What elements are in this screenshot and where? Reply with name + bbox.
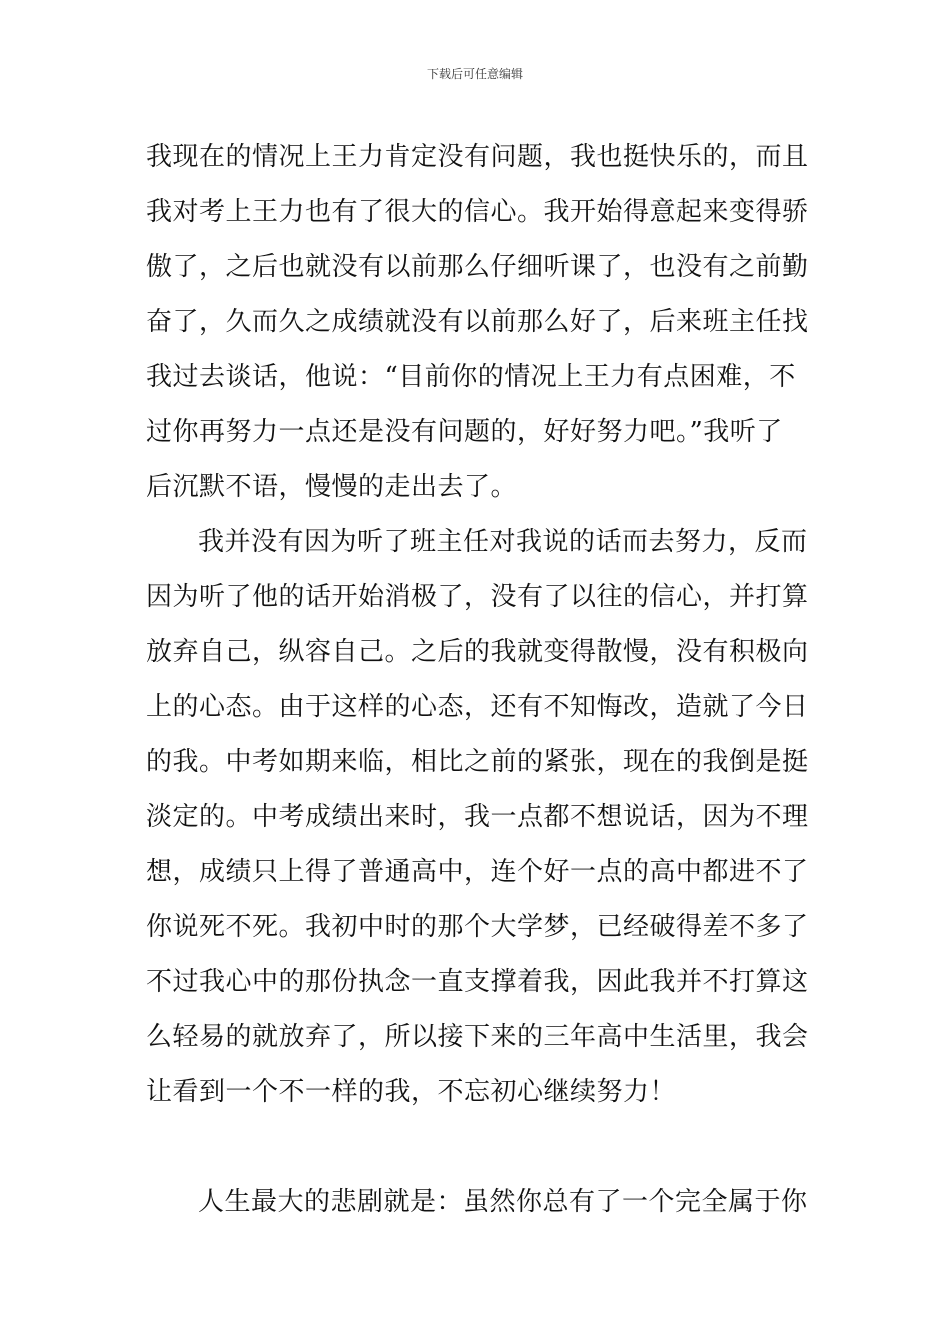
text-line: 的我。中考如期来临，相比之前的紧张，现在的我倒是挺 xyxy=(146,747,809,777)
text-line: 上的心态。由于这样的心态，还有不知悔改，造就了今日 xyxy=(146,692,809,722)
text-line: 么轻易的就放弃了，所以接下来的三年高中生活里，我会 xyxy=(146,1022,809,1052)
text-line: 想，成绩只上得了普通高中，连个好一点的高中都进不了 xyxy=(146,857,809,887)
paragraph-2 xyxy=(146,515,811,1175)
text-line: 我并没有因为听了班主任对我说的话而去努力，反而 xyxy=(198,527,808,557)
paragraph-3 xyxy=(146,1175,811,1230)
text-line xyxy=(146,1120,811,1175)
paragraph-1 xyxy=(146,130,811,515)
text-line: 因为听了他的话开始消极了，没有了以往的信心，并打算 xyxy=(146,582,809,612)
text-line: 我过去谈话，他说：“目前你的情况上王力有点困难，不 xyxy=(146,362,796,392)
text-line: 过你再努力一点还是没有问题的，好好努力吧。”我听了 xyxy=(146,417,783,447)
text-line: 淡定的。中考成绩出来时，我一点都不想说话，因为不理 xyxy=(146,802,809,832)
text-line: 奋了，久而久之成绩就没有以前那么好了，后来班主任找 xyxy=(146,307,809,337)
text-line: 不过我心中的那份执念一直支撑着我，因此我并不打算这 xyxy=(146,967,809,997)
text-line: 你说死不死。我初中时的那个大学梦，已经破得差不多了 xyxy=(146,912,809,942)
text-line: 人生最大的悲剧就是：虽然你总有了一个完全属于你 xyxy=(198,1187,808,1217)
text-line: 后沉默不语，慢慢的走出去了。 xyxy=(146,472,518,502)
text-line: 傲了，之后也就没有以前那么仔细听课了，也没有之前勤 xyxy=(146,252,809,282)
document-body xyxy=(146,130,811,1230)
text-line: 我对考上王力也有了很大的信心。我开始得意起来变得骄 xyxy=(146,197,809,227)
text-line: 我现在的情况上王力肯定没有问题，我也挺快乐的，而且 xyxy=(146,142,809,172)
text-line: 让看到一个不一样的我，不忘初心继续努力！ xyxy=(146,1077,677,1107)
page-header: 下载后可任意编辑 xyxy=(426,67,523,81)
text-line: 放弃自己，纵容自己。之后的我就变得散慢，没有积极向 xyxy=(146,637,809,667)
